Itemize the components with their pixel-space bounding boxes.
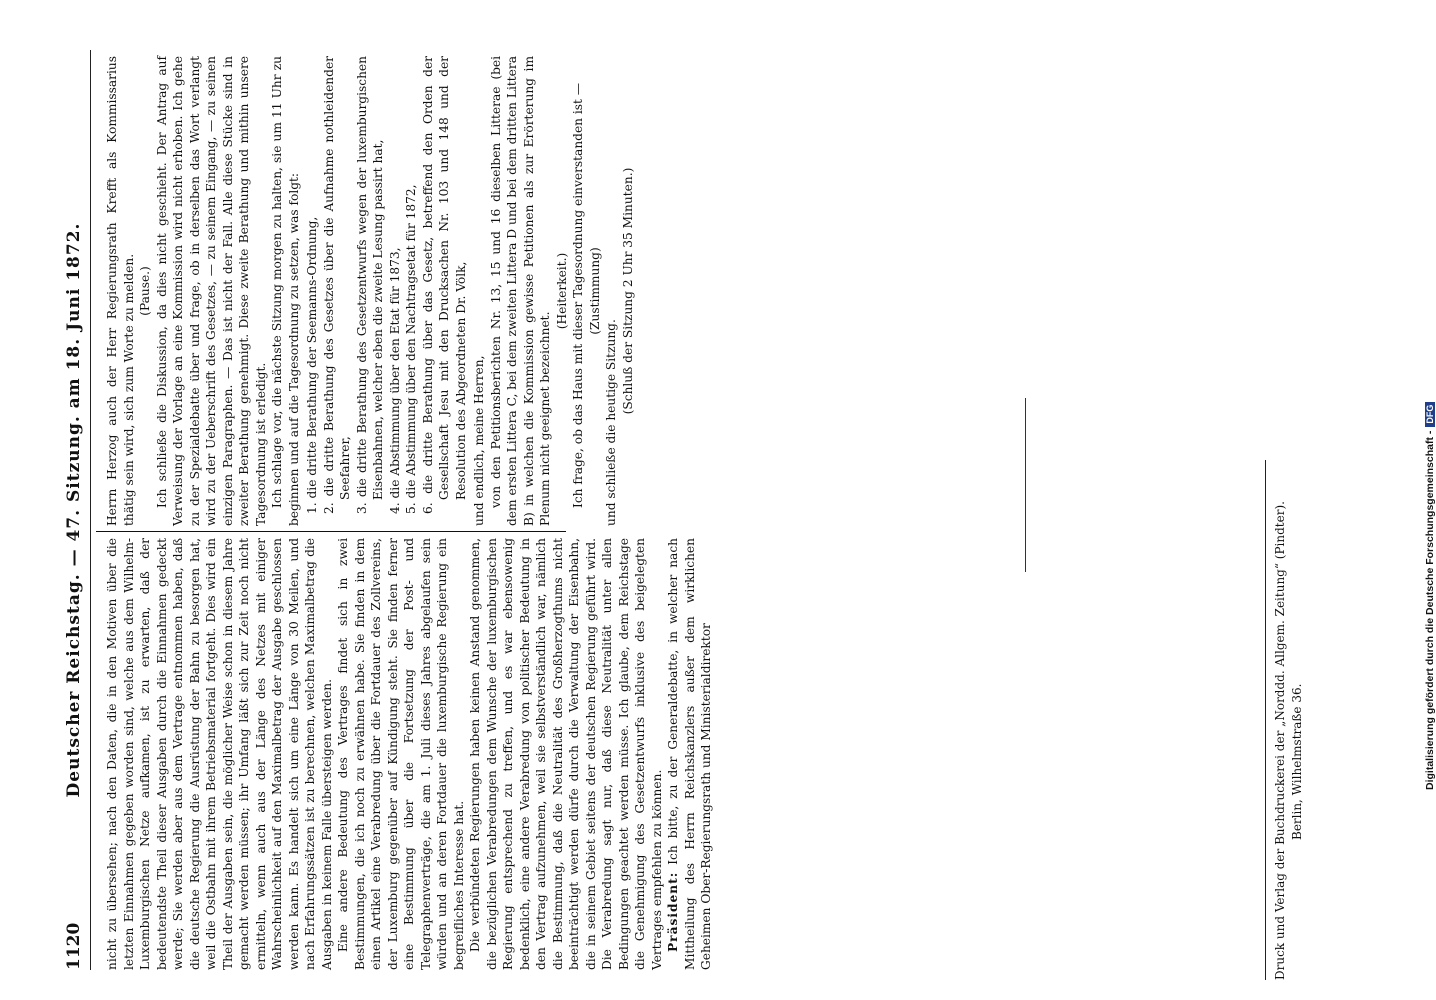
- paragraph: Ich frage, ob das Haus mit dieser Tagesordnung einverstanden ist —: [571, 82, 585, 508]
- agenda-list: [304, 56, 469, 526]
- paragraph: Herrn Herzog auch der Herr Regierungsrath Krefft als Kommissarius thätig sein wird, sich zum Worte zu melden.: [105, 56, 136, 526]
- stage-direction-cheer: (Heiterkeit.): [554, 252, 569, 330]
- document-page: [60, 50, 820, 970]
- paragraph: Die verbündeten Regierungen haben keinen Anstand genommen, die bezüglichen Verabredungen dem Wunsche der luxemburgischen Regierung entsprechend zu treffen, und es war ebensowenig bedenklich, eine andere Verabredung von politischer Bedeutung in den Vertrag aufzunehmen, weil sie selbstverständlich war, nämlich die Bestimmung, daß die Neutralität des Großherzogthums nicht beeinträchtigt werden dürfe durch die Verwaltung der Eisenbahn, die in seinem Gebiet seitens der deutschen Regierung geführt wird. Die Verabredung sagt nur, daß diese Neutralität unter allen Bedingungen geachtet werden müsse. Ich glaube, dem Reichstage die Genehmigung des Gesetzentwurfs inklusive des beigelegten Vertrages empfehlen zu können.: [468, 538, 664, 970]
- page-header: [60, 50, 91, 970]
- paragraph: nicht zu übersehen; nach den Daten, die in den Motiven über die letzten Einnahmen gegeben worden sind, welche aus dem Wilhelm-Luxemburgischen Netze aufkamen, ist zu erwarten, daß der bedeutendste Theil dieser Ausgaben durch die Einnahmen gedeckt werde; Sie werden aber aus dem Vertrage entnommen haben, daß die deutsche Regierung die Ausrüstung der Bahn zu besorgen hat, weil die Ostbahn mit ihrem Betriebsmaterial fortgeht. Dies wird ein Theil der Ausgaben sein, die möglicher Weise schon in diesem Jahre gemacht werden müssen; ihr Umfang läßt sich zur Zeit noch nicht ermitteln, wenn auch aus der Länge des Netzes mit einiger Wahrscheinlichkeit auf den Maximalbetrag der Ausgabe geschlossen werden kann. Es handelt sich um eine Länge von 30 Meilen, und nach Erfahrungssätzen ist zu berechnen, welchen Maximalbetrag die Ausgaben in keinem Falle übersteigen werden.: [105, 538, 334, 970]
- running-title: Deutscher Reichstag. — 47. Sitzung. am 18. Juni 1872.: [64, 222, 84, 798]
- paragraph: und schließe die heutige Sitzung.: [604, 319, 618, 526]
- agenda-item: 3. die dritte Berathung des Gesetzentwurfs wegen der luxemburgischen Eisenbahnen, welcher eben die zweite Lesung passirt hat,: [354, 56, 385, 514]
- paragraph: Eine andere Bedeutung des Vertrages findet sich in zwei Bestimmungen, die ich noch zu erwähnen habe. Sie finden in dem einen Artikel eine Verabredung über die Fortdauer des Zollvereins, der Luxemburg gegenüber auf Kündigung steht. Sie finden ferner eine Bestimmung über die Fortsetzung der Post- und Telegraphenverträge, die am 1. Juli dieses Jahres abgelaufen sein würden und an deren Fortdauer die luxemburgische Regierung ein begreifliches Interesse hat.: [336, 538, 466, 970]
- stage-direction-pause: (Pause.): [138, 266, 152, 316]
- digitization-text: Digitalisierung gefördert durch die Deutsche Forschungsgemeinschaft -: [1424, 430, 1436, 790]
- stage-direction-agree: (Zustimmung): [587, 247, 602, 335]
- imprint-line-2: Berlin, Wilhelmstraße 36.: [1290, 683, 1304, 840]
- paragraph: Ich schlage vor, die nächste Sitzung morgen zu halten, sie um 11 Uhr zu beginnen und auf die Tagesordnung zu setzen, was folgt:: [270, 56, 301, 526]
- page-number: 1120: [64, 922, 84, 970]
- agenda-item: 6. die dritte Berathung über das Gesetz, betreffend den Orden der Gesellschaft Jesu mit den Drucksachen Nr. 103 und 148 und der Resolution des Abgeordneten Dr. Völk,: [420, 56, 468, 514]
- left-column: [104, 538, 715, 970]
- speaker-label: Präsident:: [666, 871, 680, 952]
- paragraph: Ich bitte, zu der Generaldebatte, in welcher nach Mittheilung des Herrn Reichskanzlers außer dem wirklichen Geheimen Ober-Regierungsrath und Ministerialdirektor: [666, 537, 713, 970]
- column-divider: [96, 531, 566, 532]
- right-column: [104, 56, 636, 526]
- agenda-item: 1. die dritte Berathung der Seemanns-Ordnung,: [305, 216, 319, 514]
- dfg-logo: DFG: [1425, 402, 1435, 427]
- agenda-item: 4. die Abstimmung über den Etat für 1873,: [387, 247, 402, 514]
- paragraph: Ich schließe die Diskussion, da dies nicht geschieht. Der Antrag auf Verweisung der Vorlage an eine Kommission wird nicht erhoben. Ich gehe zu der Spezialdebatte über und frage, ob in derselben das Wort verlangt wird zu der Ueberschrift des Gesetzes, — zu seinem Eingang, — zu seinen einzigen Paragraphen. — Das ist nicht der Fall. Alle diese Stücke sind in zweiter Berathung genehmigt. Diese zweite Berathung und mithin unsere Tagesordnung ist erledigt.: [154, 56, 268, 526]
- imprint-line-1: Druck und Verlag der Buchdruckerei der „Norddd. Allgem. Zeitung“ (Pindter).: [1273, 501, 1287, 980]
- agenda-item: 5. die Abstimmung über den Nachtragsetat für 1872,: [404, 184, 418, 514]
- margin-rule: [1025, 398, 1026, 572]
- paragraph: und endlich, meine Herren,: [472, 355, 486, 526]
- agenda-item: 2. die dritte Berathung des Gesetzes über die Aufnahme nothleidender Seefahrer,: [321, 56, 352, 514]
- imprint-rule: [1265, 460, 1266, 980]
- paragraph: von den Petitionsberichten Nr. 13, 15 und 16 dieselben Litterae (bei dem ersten Littera C, bei dem zweiten Littera D und bei dem dritten Littera B) in welchen die Kommission gewisse Petitionen als zur Erörterung im Plenum nicht geeignet bezeichnet.: [488, 56, 552, 526]
- session-close-note: (Schluß der Sitzung 2 Uhr 35 Minuten.): [620, 167, 635, 415]
- printer-imprint: [1265, 420, 1306, 980]
- digitization-note: [1424, 10, 1436, 790]
